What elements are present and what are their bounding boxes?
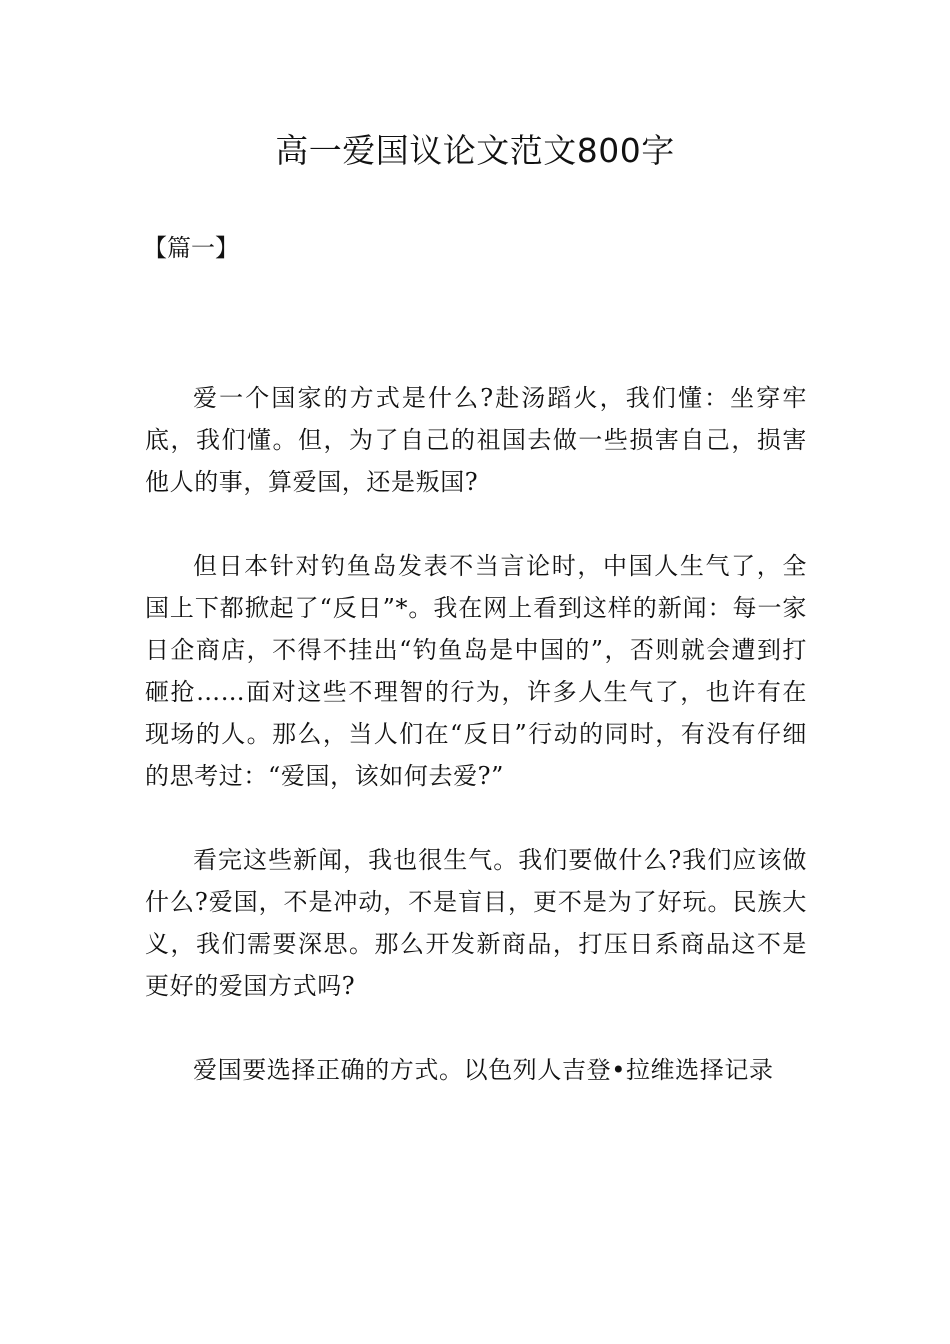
section-label: 【篇一】 <box>143 234 239 262</box>
document-title: 高一爱国议论文范文800字 <box>275 131 675 170</box>
paragraph-3: 看完这些新闻，我也很生气。我们要做什么?我们应该做什么?爱国，不是冲动，不是盲目，更不是为了好玩。民族大义，我们需要深思。那么开发新商品，打压日系商品这不是更好的爱国方式吗? <box>145 846 807 1000</box>
paragraph-1: 爱一个国家的方式是什么?赴汤蹈火，我们懂：坐穿牢底，我们懂。但，为了自己的祖国去做一些损害自己，损害他人的事，算爱国，还是叛国? <box>145 384 807 496</box>
paragraph-2: 但日本针对钓鱼岛发表不当言论时，中国人生气了，全国上下都掀起了“反日”*。我在网上看到这样的新闻：每一家日企商店，不得不挂出“钓鱼岛是中国的”，否则就会遭到打砸抢……面对这些不理智的行为，许多人生气了，也许有在现场的人。那么，当人们在“反日”行动的同时，有没有仔细的思考过：“爱国，该如何去爱?” <box>145 552 807 790</box>
document-body <box>145 377 807 1133</box>
paragraph-4: 爱国要选择正确的方式。以色列人吉登•拉维选择记录 <box>193 1056 774 1084</box>
